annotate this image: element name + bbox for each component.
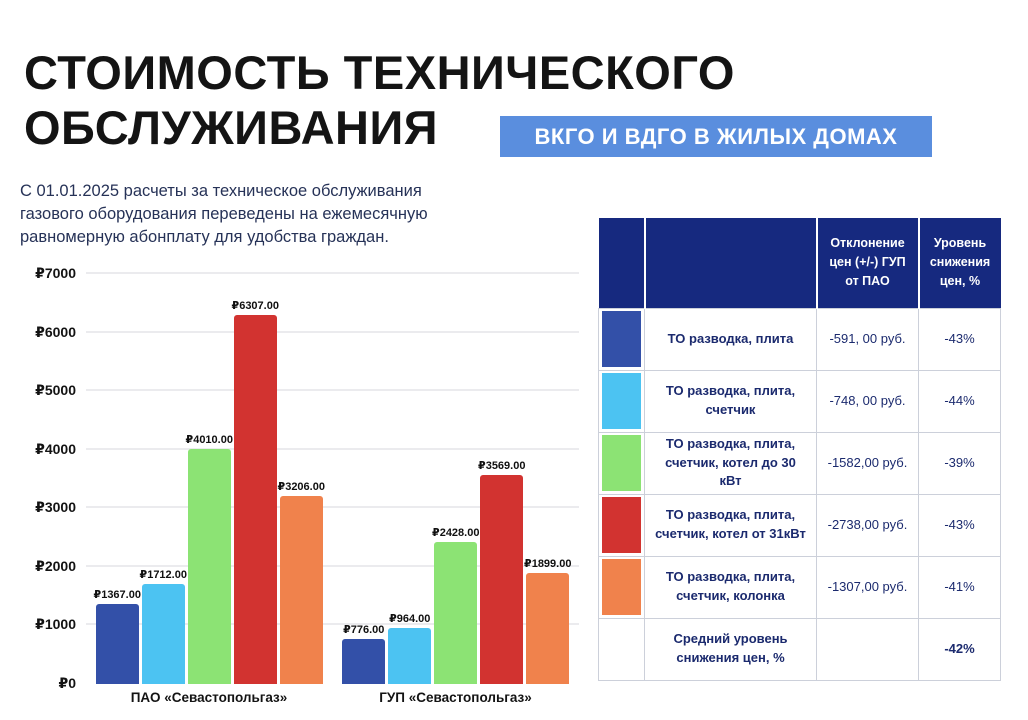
table-row bbox=[599, 494, 1001, 556]
swatch-fill bbox=[602, 435, 641, 491]
table-row bbox=[599, 618, 1001, 680]
bar-value-label: ₽964.00 bbox=[389, 612, 431, 625]
y-axis-tick-label: ₽2000 bbox=[35, 557, 76, 574]
bar-column bbox=[93, 588, 141, 684]
y-axis-tick-label: ₽6000 bbox=[35, 323, 76, 340]
row-service-label: ТО разводка, плита, счетчик bbox=[645, 370, 817, 432]
bar-column bbox=[432, 526, 480, 684]
row-price-deviation: -1307,00 руб. bbox=[817, 556, 919, 618]
bar-value-label: ₽1712.00 bbox=[139, 568, 187, 581]
table-body bbox=[599, 308, 1001, 680]
swatch-fill bbox=[602, 497, 641, 553]
comparison-table bbox=[598, 218, 1001, 681]
y-axis-tick-label: ₽7000 bbox=[35, 265, 76, 281]
chart-plot-area bbox=[86, 274, 579, 684]
y-axis-tick-label: ₽0 bbox=[58, 675, 76, 691]
row-color-swatch bbox=[599, 308, 645, 370]
page-title-line2: ОБСЛУЖИВАНИЯ bbox=[24, 100, 439, 154]
bar-column bbox=[478, 459, 526, 684]
table-row bbox=[599, 556, 1001, 618]
row-reduction-level: -41% bbox=[919, 556, 1001, 618]
row-color-swatch bbox=[599, 494, 645, 556]
y-axis-tick-label: ₽4000 bbox=[35, 440, 76, 457]
row-service-label: Средний уровень снижения цен, % bbox=[645, 618, 817, 680]
row-service-label: ТО разводка, плита, счетчик, котел до 30 кВт bbox=[645, 432, 817, 494]
bar-group bbox=[333, 274, 580, 684]
row-color-swatch bbox=[599, 556, 645, 618]
bar-column bbox=[139, 568, 187, 684]
row-price-deviation bbox=[817, 618, 919, 680]
bar-value-label: ₽3206.00 bbox=[277, 481, 325, 494]
bar bbox=[280, 496, 323, 684]
row-reduction-level: -39% bbox=[919, 432, 1001, 494]
row-service-label: ТО разводка, плита bbox=[645, 308, 817, 370]
bar-column bbox=[388, 612, 431, 684]
row-price-deviation: -591, 00 руб. bbox=[817, 308, 919, 370]
row-price-deviation: -1582,00 руб. bbox=[817, 432, 919, 494]
table-header-row bbox=[599, 218, 1001, 308]
bar-value-label: ₽4010.00 bbox=[185, 434, 233, 447]
y-axis-tick-label: ₽3000 bbox=[35, 499, 76, 516]
subtitle-badge: ВКГО И ВДГО В ЖИЛЫХ ДОМАХ bbox=[500, 116, 932, 157]
row-color-swatch bbox=[599, 370, 645, 432]
bar bbox=[434, 542, 477, 684]
bar bbox=[526, 573, 569, 684]
bar-column bbox=[342, 623, 385, 684]
row-reduction-level: -44% bbox=[919, 370, 1001, 432]
row-service-label: ТО разводка, плита, счетчик, котел от 31кВт bbox=[645, 494, 817, 556]
header-cell-deviation: Отклонение цен (+/-) ГУП от ПАО bbox=[817, 218, 919, 308]
bar-value-label: ₽776.00 bbox=[343, 623, 385, 636]
x-axis-category-label: ГУП «Севастопольгаз» bbox=[379, 690, 532, 705]
row-reduction-level: -42% bbox=[919, 618, 1001, 680]
page-title-line1: СТОИМОСТЬ ТЕХНИЧЕСКОГО bbox=[24, 46, 735, 99]
row-price-deviation: -748, 00 руб. bbox=[817, 370, 919, 432]
bar bbox=[96, 604, 139, 684]
row-reduction-level: -43% bbox=[919, 494, 1001, 556]
bar-column bbox=[231, 299, 279, 684]
bar-column bbox=[185, 433, 233, 684]
swatch-fill bbox=[602, 559, 641, 615]
table-row bbox=[599, 308, 1001, 370]
bar-value-label: ₽3569.00 bbox=[478, 459, 526, 472]
row-price-deviation: -2738,00 руб. bbox=[817, 494, 919, 556]
x-axis-category-label: ПАО «Севастопольгаз» bbox=[130, 690, 288, 705]
intro-paragraph: С 01.01.2025 расчеты за техническое обслуживания газового оборудования переведены на ежемесячную равномерную абонплату для удобства граждан. bbox=[20, 182, 428, 247]
y-axis-tick-label: ₽1000 bbox=[35, 616, 76, 633]
bar-value-label: ₽1367.00 bbox=[93, 588, 141, 601]
bar bbox=[388, 628, 431, 684]
bar bbox=[142, 584, 185, 684]
swatch-fill bbox=[602, 373, 641, 429]
table-row bbox=[599, 432, 1001, 494]
bar-value-label: ₽6307.00 bbox=[231, 299, 279, 312]
bar bbox=[188, 449, 231, 684]
table-row bbox=[599, 370, 1001, 432]
bar bbox=[342, 639, 385, 684]
table-header bbox=[599, 218, 1001, 308]
header-cell-label bbox=[645, 218, 817, 308]
header-cell-swatch bbox=[599, 218, 645, 308]
y-axis-tick-label: ₽5000 bbox=[35, 382, 76, 399]
bar-chart bbox=[28, 260, 580, 710]
bar-column bbox=[277, 480, 325, 684]
bar-group bbox=[86, 274, 333, 684]
row-color-swatch bbox=[599, 432, 645, 494]
bar-value-label: ₽1899.00 bbox=[524, 557, 572, 570]
bar-column bbox=[524, 557, 572, 684]
bar bbox=[234, 315, 277, 684]
row-reduction-level: -43% bbox=[919, 308, 1001, 370]
header-cell-level: Уровень снижения цен, % bbox=[919, 218, 1001, 308]
swatch-fill bbox=[602, 311, 641, 367]
row-color-swatch bbox=[599, 618, 645, 680]
bar-value-label: ₽2428.00 bbox=[432, 526, 480, 539]
row-service-label: ТО разводка, плита, счетчик, колонка bbox=[645, 556, 817, 618]
bar bbox=[480, 475, 523, 684]
